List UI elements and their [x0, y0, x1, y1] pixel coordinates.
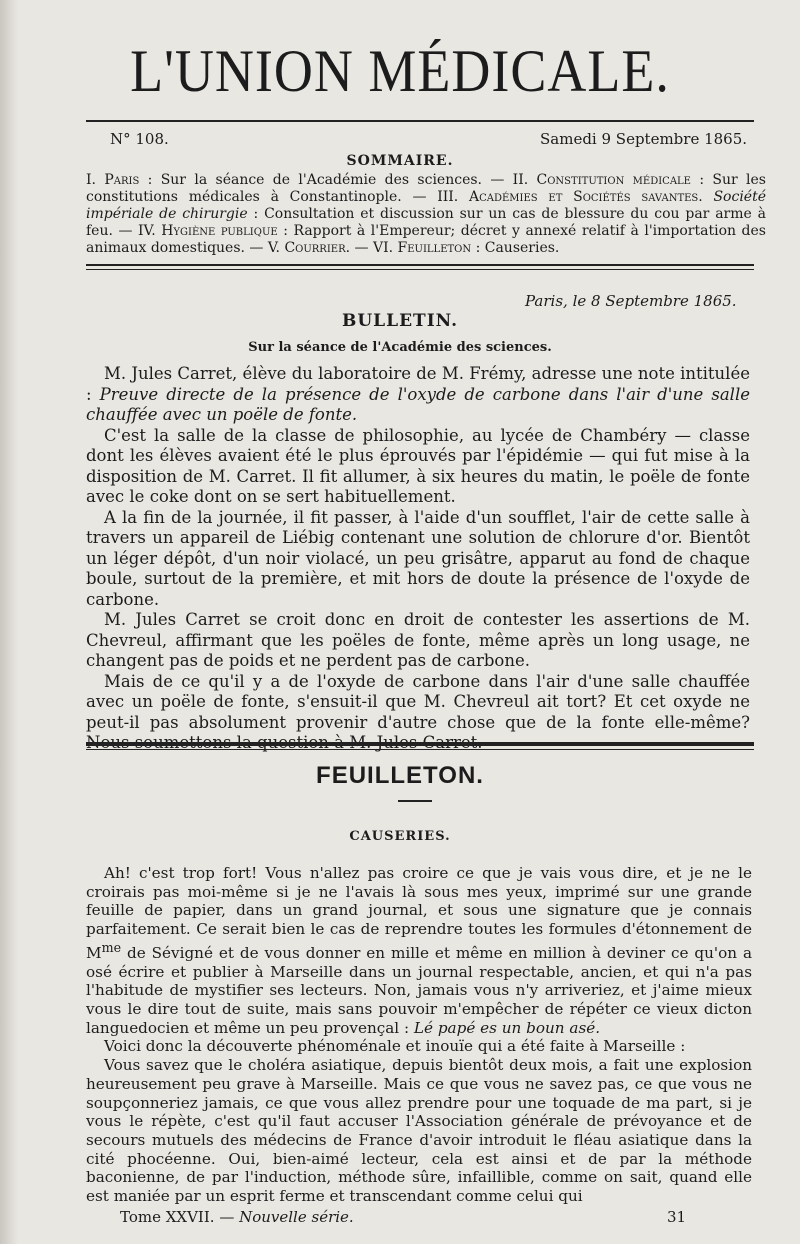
sommaire-item-text: : Rapport à l'Empereur; décret y annexé relatif à l'importation des animaux domestiques. —: [86, 223, 766, 256]
bulletin-body: [86, 364, 750, 754]
masthead-title: L'UNION MÉDICALE.: [130, 37, 670, 105]
tome-label: Tome XXVII. —: [120, 1208, 240, 1226]
feuilleton-paragraph: Voici donc la découverte phénoménale et inouïe qui a été faite à Marseille :: [104, 1037, 686, 1056]
bulletin-dateline: Paris, le 8 Septembre 1865.: [525, 292, 737, 310]
masthead-rule: [86, 120, 754, 122]
sommaire-item-text: : Sur les constitutions médicales à Constantinople. —: [86, 172, 766, 205]
page-number: 31: [667, 1208, 687, 1226]
sommaire-item-label: III. Académies et Sociétés savantes.: [437, 189, 703, 205]
bulletin-paragraph: [86, 364, 750, 426]
feuilleton-separator-rule: [86, 742, 754, 750]
bulletin-note-title: Preuve directe de la présence de l'oxyde de carbone dans l'air d'une salle chauffée avec un poële de fonte.: [86, 384, 750, 424]
sommaire-item-italic: Société impériale de chirurgie: [86, 189, 766, 222]
sommaire-contents: [86, 172, 766, 257]
feuilleton-dash: [398, 800, 432, 802]
feuilleton-paragraph: [86, 864, 752, 1037]
sommaire-heading: SOMMAIRE.: [346, 153, 454, 169]
bulletin-heading: BULLETIN.: [341, 311, 459, 331]
dicton-quote: Lé papé es un boun asé.: [413, 1018, 601, 1037]
sommaire-item-text: : Sur la séance de l'Académie des sciences. —: [139, 172, 513, 188]
issue-date: Samedi 9 Septembre 1865.: [540, 130, 748, 148]
bulletin-subheading: Sur la séance de l'Académie des sciences.: [248, 340, 552, 355]
sommaire-rule: [86, 264, 754, 270]
sommaire-item-label: II. Constitution médicale: [512, 172, 691, 188]
superscript: me: [101, 939, 122, 955]
feuilleton-heading: FEUILLETON.: [316, 762, 484, 789]
causeries-heading: CAUSERIES.: [349, 829, 451, 844]
footer-tome: [120, 1208, 354, 1226]
sommaire-separator: —: [350, 240, 373, 256]
sommaire-item-label: VI. Feuilleton: [372, 240, 472, 256]
bulletin-paragraph: A la fin de la journée, il fit passer, à l'aide d'un soufflet, l'air de cette salle à travers un appareil de Liébig contenant une solution de chlorure d'or. Bientôt un léger dépôt, d'un noir violacé, un peu grisâtre, apparut au fond de chaque boule, surtout de la première, et mit hors de doute la présence de l'oxyde de carbone.: [86, 507, 750, 609]
bulletin-paragraph: M. Jules Carret se croit donc en droit de contester les assertions de M. Chevreul, affirmant que les poëles de fonte, même après un long usage, ne changent pas de poids et ne perdent pas de carbone.: [86, 610, 750, 670]
sommaire-item-label: IV. Hygiène publique: [138, 223, 278, 239]
bulletin-paragraph: C'est la salle de la classe de philosophie, au lycée de Chambéry — classe dont les élèves avaient été le plus éprouvés par l'épidémie — qui fut mise à la disposition de M. Carret. Il fit allumer, à six heures du matin, le poële de fonte avec le coke dont on se sert habituellement.: [86, 425, 750, 506]
serie-label: Nouvelle série.: [239, 1208, 354, 1226]
sommaire-item-text: : Causeries.: [471, 240, 560, 256]
sommaire-item-label: V. Courrier.: [267, 240, 351, 256]
feuilleton-paragraph: Vous savez que le choléra asiatique, depuis bientôt deux mois, a fait une explosion heureusement peu grave à Marseille. Mais ce que vous ne savez pas, ce que vous ne soupçonneriez jamais, ce que vous allez prendre pour une toquade de ma part, si je vous le répète, c'est qu'il faut accuser l'Association générale de prévoyance et de secours mutuels des médecins de France d'avoir introduit le fléau asiatique dans la cité phocéenne. Oui, bien-aimé lecteur, cela est ainsi et de par la méthode baconienne, de par l'induction, méthode sûre, infaillible, comme on sait, quand elle est maniée par un esprit ferme et transcendant comme celui qui: [86, 1056, 752, 1206]
feuilleton-body: [86, 864, 752, 1206]
page-margin-shadow: [0, 0, 18, 1244]
sommaire-item-label: I. Paris: [86, 172, 140, 188]
feuilleton-text: Ah! c'est trop fort! Vous n'allez pas croire ce que je vais vous dire, et je ne le croirais pas moi-même si je ne l'avais là sous mes yeux, imprimé sur une grande feuille de papier, dans un grand journal, et sous une signature que je connais parfaitement. Ce serait bien le cas de reprendre toutes les formules d'étonnement de M: [86, 864, 752, 962]
bulletin-text: M. Jules Carret, élève du laboratoire de M. Frémy, adresse une note intitulée :: [86, 364, 750, 404]
bulletin-paragraph: Mais de ce qu'il y a de l'oxyde de carbone dans l'air d'une salle chauffée avec un poële de fonte, s'ensuit-il que M. Chevreul ait tort? Et cet oxyde ne peut-il pas absolument provenir d'autre chose que de la fonte elle-même? Nous soumettons la question à M. Jules Carret.: [86, 671, 750, 752]
feuilleton-text: de Sévigné et de vous donner en mille et même en million à deviner ce qu'on a osé écrire et publier à Marseille dans un journal respectable, ancien, et qui n'a pas l'habitude de mystifier ses lecteurs. Non, jamais vous n'y arriveriez, et j'aime mieux vous le dire tout de suite, mais sans pouvoir m'empêcher de répéter ce vieux dicton languedocien et même un peu provençal :: [86, 943, 752, 1037]
issue-number: N° 108.: [110, 130, 169, 148]
sommaire-item-text: : Consultation et discussion sur un cas de blessure du cou par arme à feu. —: [86, 206, 766, 239]
